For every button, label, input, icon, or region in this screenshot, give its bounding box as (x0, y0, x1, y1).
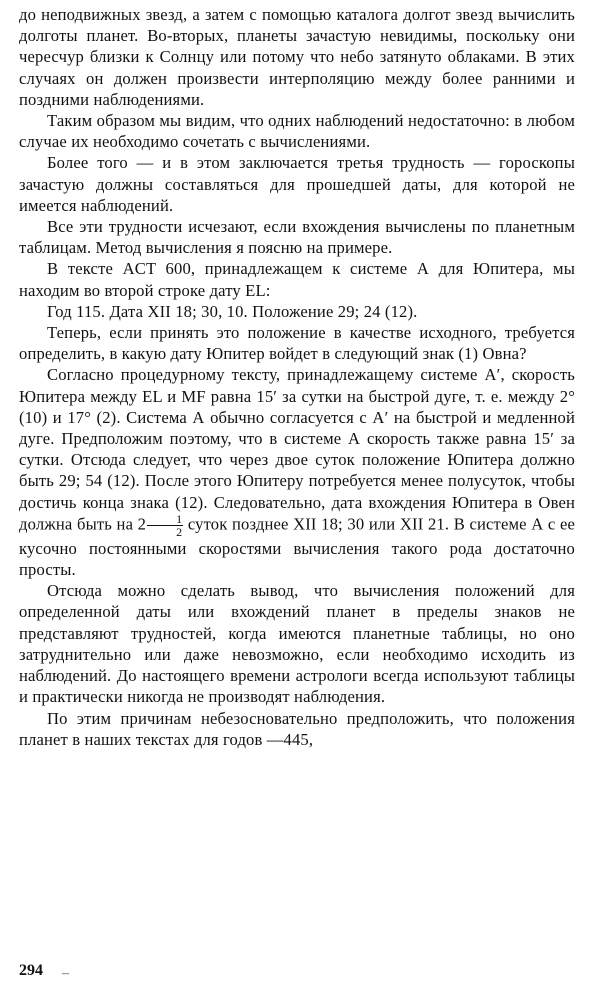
paragraph-8-main: Согласно процедурному тексту, принадлежащему системе A′, скорость Юпитера между EL и MF равна 15′ за сутки на быстрой дуге, т. е. между 2° (10) и 17° (2). Система А обычно согласуется с A′ на быстрой и медленной дуге. Предположим поэтому, что в системе А скорость также равна 15′ за сутки. Отсюда следует, что через двое суток положение Юпитера должно быть 29; 54 (12). После этого Юпитеру потребуется менее полусуток, чтобы достичь конца знака (12). Следовательно, дата вхождения Юпитера в Овен должна быть на 2 (19, 365, 575, 534)
paragraph-5: В тексте ACT 600, принадлежащем к системе А для Юпитера, мы находим во второй строке дату EL: (19, 259, 575, 300)
paragraph-7: Теперь, если принять это положение в качестве исходного, требуется определить, в какую дату Юпитер войдет в следующий знак (1) Овна? (19, 323, 575, 364)
fraction-denominator: 2 (176, 524, 183, 539)
paragraph-8-tail: суток позднее XII 18; 30 или XII 21. В системе А с ее кусочно постоянными скоростями вычисления такого рода достаточно просты. (19, 514, 576, 580)
footer-dash-mark: – (62, 966, 69, 981)
paragraph-1: до неподвижных звезд, а затем с помощью каталога долгот звезд вычислить долготы планет. Во-вторых, планеты зачастую невидимы, поскольку они чересчур близки к Солнцу или потому что небо затянуто облаками. В этих случаях он должен произвести интерполяцию между более ранними и поздними наблюдениями. (19, 5, 575, 109)
paragraph-9: Отсюда можно сделать вывод, что вычисления положений для определенной даты или вхождений планет в пределы знаков не представляют трудностей, когда имеются планетные таблицы, но оно затруднительно или даже невозможно, если необходимо исходить из наблюдений. До настоящего времени астрологи всегда используют таблицы и практически никогда не производят наблюдения. (19, 581, 575, 707)
paragraph-2: Таким образом мы видим, что одних наблюдений недостаточно: в любом случае их необходимо сочетать с вычислениями. (19, 111, 575, 152)
page-number: 294 (19, 962, 43, 979)
paragraph-8 (19, 364, 575, 580)
paragraph-10: По этим причинам небезосновательно предположить, что положения планет в наших текстах для годов —445, (19, 708, 575, 749)
page-body-text (19, 4, 575, 750)
paragraph-4: Все эти трудности исчезают, если вхождения вычислены по планетным таблицам. Метод вычисления я поясню на примере. (19, 217, 575, 258)
fraction-one-half (147, 513, 183, 538)
paragraph-3: Более того — и в этом заключается третья трудность — гороскопы зачастую должны составляться для прошедшей даты, для которой не имеется наблюдений. (19, 153, 575, 215)
fraction-numerator: 1 (147, 513, 183, 526)
paragraph-6: Год 115. Дата XII 18; 30, 10. Положение 29; 24 (12). (47, 301, 418, 321)
